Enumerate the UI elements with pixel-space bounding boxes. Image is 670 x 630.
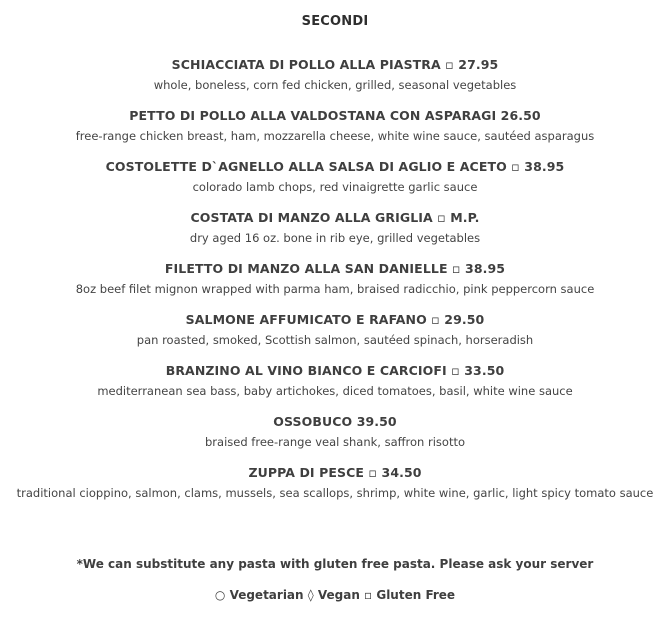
menu-item — [0, 413, 670, 464]
menu-item — [0, 56, 670, 107]
menu-item — [0, 158, 670, 209]
menu-item — [0, 209, 670, 260]
menu-item — [0, 260, 670, 311]
menu-item-title: OSSOBUCO 39.50 — [273, 414, 397, 429]
menu-item — [0, 311, 670, 362]
menu-item-title: COSTOLETTE D`AGNELLO ALLA SALSA DI AGLIO E ACETO ▫ 38.95 — [105, 159, 565, 174]
menu-item — [0, 464, 670, 515]
menu-item-description: braised free-range veal shank, saffron risotto — [205, 435, 465, 449]
menu-item-title: FILETTO DI MANZO ALLA SAN DANIELLE ▫ 38.95 — [164, 261, 506, 276]
menu-item-title: PETTO DI POLLO ALLA VALDOSTANA CON ASPARAGI 26.50 — [129, 108, 541, 123]
menu-item-description: colorado lamb chops, red vinaigrette garlic sauce — [192, 180, 478, 194]
menu-item-description: 8oz beef filet mignon wrapped with parma ham, braised radicchio, pink peppercorn sauce — [75, 282, 595, 296]
menu-item — [0, 362, 670, 413]
section-title: SECONDI — [301, 14, 369, 29]
menu-item — [0, 107, 670, 158]
gluten-free-footnote: *We can substitute any pasta with gluten free pasta. Please ask your server — [76, 557, 594, 571]
menu-item-title: COSTATA DI MANZO ALLA GRIGLIA ▫ M.P. — [190, 210, 480, 225]
menu-item-title: BRANZINO AL VINO BIANCO E CARCIOFI ▫ 33.50 — [165, 363, 505, 378]
menu-item-description: traditional cioppino, salmon, clams, mussels, sea scallops, shrimp, white wine, garlic, light spicy tomato sauce — [16, 486, 654, 500]
menu-item-description: dry aged 16 oz. bone in rib eye, grilled vegetables — [189, 231, 481, 245]
menu-item-description: mediterranean sea bass, baby artichokes, diced tomatoes, basil, white wine sauce — [97, 384, 573, 398]
menu-item-description: free-range chicken breast, ham, mozzarella cheese, white wine sauce, sautéed asparagus — [75, 129, 595, 143]
menu-items-list — [0, 56, 670, 515]
menu-item-description: whole, boneless, corn fed chicken, grilled, seasonal vegetables — [153, 78, 517, 92]
menu-item-title: ZUPPA DI PESCE ▫ 34.50 — [248, 465, 422, 480]
menu-item-title: SCHIACCIATA DI POLLO ALLA PIASTRA ▫ 27.95 — [171, 57, 499, 72]
dietary-legend: ○ Vegetarian ◊ Vegan ▫ Gluten Free — [214, 588, 456, 602]
menu-item-title: SALMONE AFFUMICATO E RAFANO ▫ 29.50 — [185, 312, 485, 327]
menu-item-description: pan roasted, smoked, Scottish salmon, sautéed spinach, horseradish — [136, 333, 534, 347]
